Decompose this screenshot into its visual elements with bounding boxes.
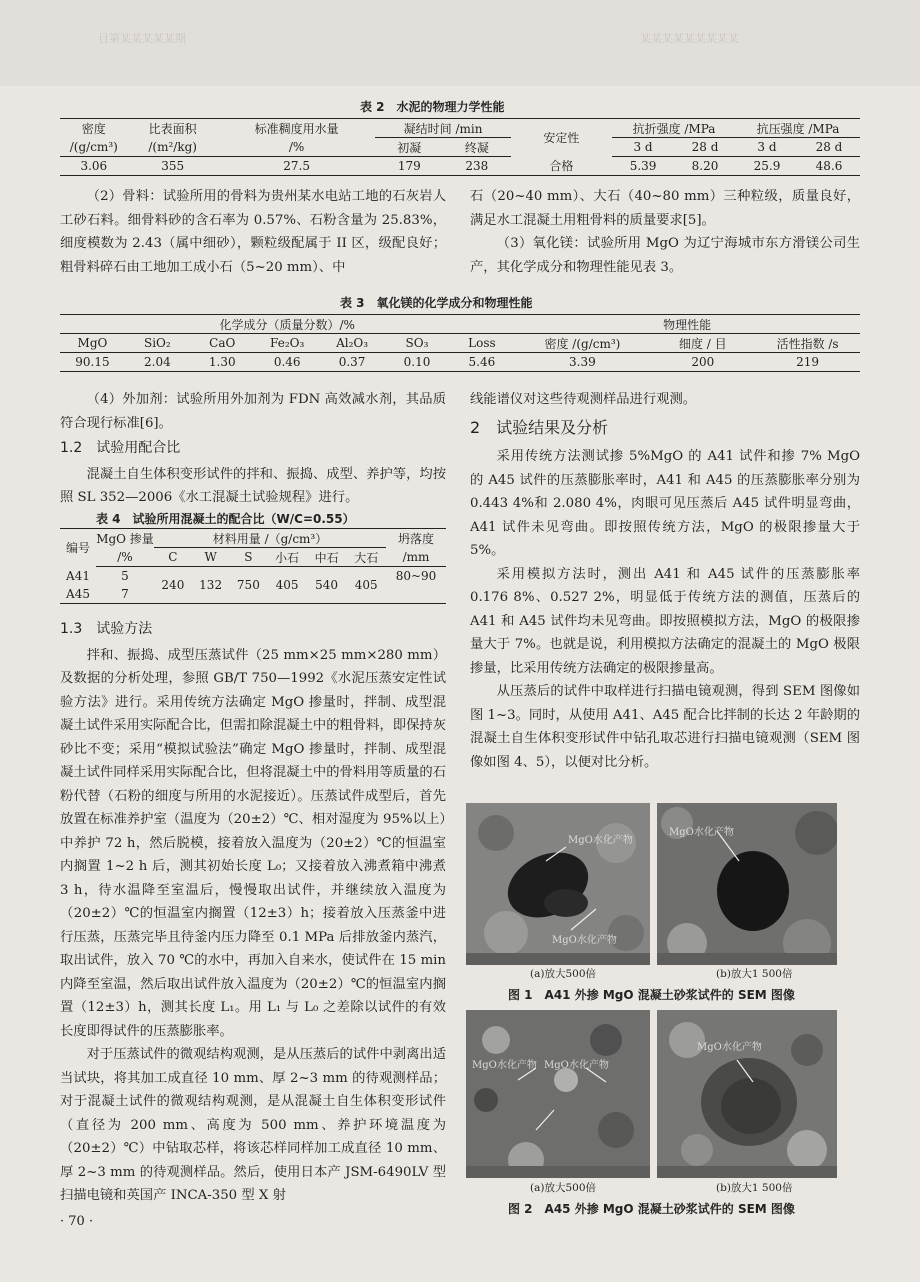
t3-col: 活性指数 /s	[755, 334, 860, 353]
section-1-3-heading: 1.3 试验方法	[60, 621, 153, 637]
t4-mat-col: 中石	[307, 548, 347, 567]
header-band	[0, 0, 920, 86]
paragraph: （4）外加剂：试验所用外加剂为 FDN 高效减水剂，其品质符合现行标准[6]。	[60, 392, 446, 431]
table-cell: 27.5	[283, 159, 310, 173]
paragraph: 采用模拟方法时，测出 A41 和 A45 试件的压蒸膨胀率 0.176 8%、0.527 2%，明显低于传统方法的测值，压蒸后的 A41 和 A45 试件均未见弯曲。即按照模拟方法，MgO 的极限掺量大于 7%。也就是说，利用模拟方法确定的混凝土的 MgO 极限掺量，比采用传统方法确定的极限掺量高。	[470, 566, 860, 676]
t4-h-id: 编号	[65, 541, 90, 556]
t3-col: SO₃	[385, 334, 450, 353]
left-text-3	[60, 616, 446, 1208]
table-cell: 5.46	[468, 355, 496, 369]
t2-h-initial: 初凝	[375, 138, 443, 157]
t2-h-final: 终凝	[443, 138, 511, 157]
sem-label: MgO水化产物	[568, 835, 633, 846]
fig2-subcaption-a: (a)放大500倍	[530, 1182, 596, 1194]
sem-image-a41-500x	[466, 803, 650, 965]
t4-h-mgo-unit: /%	[96, 548, 154, 567]
t4-mat-col: W	[192, 548, 230, 567]
table-cell: 0.46	[273, 355, 301, 369]
paragraph: 采用传统方法测试掺 5%MgO 的 A41 试件和掺 7% MgO 的 A45 试件的压蒸膨胀率时，A41 和 A45 的压蒸膨胀率分别为 0.443 4%和 2.080 4%，肉眼可见压蒸后 A45 试件明显弯曲，A41 试件未见弯曲。即按照传统方法，MgO 的极限掺量大于 5%。	[470, 449, 860, 558]
t4-h-slump: 坍落度	[397, 531, 434, 546]
sem-image-a45-1500x	[657, 1010, 837, 1178]
right-text-1	[470, 185, 860, 279]
paragraph: 线能谱仪对这些待观测样品进行观测。	[470, 392, 697, 407]
sem-label: MgO水化产物	[472, 1060, 537, 1071]
fig2-subcaption-b: (b)放大1 500倍	[716, 1182, 793, 1194]
table-cell: 750	[236, 578, 260, 592]
running-header-right: 某某某某某某某某某	[640, 32, 739, 45]
t2-h-comp-3d: 3 d	[736, 138, 798, 157]
t3-col: 密度 /(g/cm³)	[514, 334, 650, 353]
table-cell: A41	[66, 568, 90, 583]
sem-label: MgO水化产物	[552, 935, 617, 946]
t4-mat-col: C	[154, 548, 192, 567]
left-text-2	[60, 388, 446, 510]
t2-h-water: 标准稠度用水量	[254, 121, 339, 136]
table-cell: 240	[161, 578, 185, 592]
table-cell: 200	[691, 355, 715, 369]
t3-col: SiO₂	[125, 334, 190, 353]
table-cell: 3.06	[80, 159, 108, 173]
t2-h-surface: 比表面积	[148, 121, 197, 136]
table-cell	[386, 585, 446, 604]
table-cell: 7	[121, 587, 129, 601]
t3-col: MgO	[60, 334, 125, 353]
table-cell: 90.15	[75, 355, 110, 369]
table-cell: 8.20	[691, 159, 719, 173]
table-cell: 132	[199, 578, 223, 592]
t2-h-soundness: 安定性	[543, 131, 580, 146]
t4-mat-col: 小石	[267, 548, 307, 567]
fig1-caption: 图 1 A41 外掺 MgO 混凝土砂浆试件的 SEM 图像	[508, 988, 795, 1002]
t4-mat-col: 大石	[346, 548, 386, 567]
t3-col: 细度 / 目	[650, 334, 755, 353]
t4-mat-col: S	[230, 548, 268, 567]
table-cell: 0.37	[338, 355, 366, 369]
fig1-subcaption-b: (b)放大1 500倍	[716, 968, 793, 980]
sem-label: MgO水化产物	[544, 1060, 609, 1071]
t4-h-mgo: MgO 掺量	[96, 531, 154, 546]
table-cell: 179	[397, 159, 421, 173]
t2-h-comp: 抗压强度 /MPa	[736, 119, 860, 138]
t3-col: Loss	[449, 334, 514, 353]
section-2-heading: 2 试验结果及分析	[470, 417, 609, 437]
fig2-caption: 图 2 A45 外掺 MgO 混凝土砂浆试件的 SEM 图像	[508, 1202, 795, 1216]
fig1-subcaption-a: (a)放大500倍	[530, 968, 596, 980]
t2-h-surface-unit: /(m²/kg)	[128, 138, 218, 157]
table2	[60, 118, 860, 176]
table-cell: 405	[354, 578, 378, 592]
sem-label: MgO水化产物	[697, 1042, 762, 1053]
t3-col: CaO	[190, 334, 255, 353]
sem-image-a41-1500x	[657, 803, 837, 965]
t2-h-flex: 抗折强度 /MPa	[612, 119, 736, 138]
sem-image-a45-500x	[466, 1010, 650, 1178]
running-header-left: 目第某某某某某期	[98, 32, 186, 45]
table3	[60, 314, 860, 372]
t2-h-flex-3d: 3 d	[612, 138, 674, 157]
table-cell: 405	[275, 578, 299, 592]
t4-h-slump-unit: /mm	[386, 548, 446, 567]
table-cell: 2.04	[144, 355, 171, 369]
table-cell: 355	[161, 159, 185, 173]
table3-caption: 表 3 氧化镁的化学成分和物理性能	[340, 296, 533, 310]
table-cell: 3.39	[569, 355, 596, 369]
paragraph: 石（20~40 mm）、大石（40~80 mm）三种粒级，质量良好，满足水工混凝土用粗骨料的质量要求[5]。	[470, 189, 860, 228]
left-text-1	[60, 185, 446, 279]
t2-h-density-unit: /(g/cm³)	[60, 138, 128, 157]
t3-h-phys: 物理性能	[514, 315, 860, 334]
paragraph: 对于压蒸试件的微观结构观测，是从压蒸后的试件中剥离出适当试块，将其加工成直径 10 mm、厚 2~3 mm 的待观测样品；对于混凝土试件的微观结构观测，是从混凝土自生体积变形试件（直径为 200 mm、高度为 500 mm、养护环境温度为（20±2）℃）中钻取芯样，将该芯样同样加工成直径 10 mm、厚 2~3 mm 的待观测样品。然后，使用日本产 JSM-6490LV 型扫描电镜和英国产 INCA-350 型 X 射	[60, 1047, 446, 1203]
table-cell: 5.39	[629, 159, 657, 173]
sem-texture	[466, 1010, 650, 1178]
table-cell: 0.10	[403, 355, 431, 369]
sem-label: MgO水化产物	[669, 827, 734, 838]
t2-h-water-unit: /%	[218, 138, 376, 157]
table-cell: 25.9	[753, 159, 781, 173]
paragraph: （3）氧化镁：试验所用 MgO 为辽宁海城市东方滑镁公司生产，其化学成分和物理性能见表 3。	[470, 236, 860, 275]
t2-h-comp-28d: 28 d	[798, 138, 860, 157]
paragraph: 从压蒸后的试件中取样进行扫描电镜观测，得到 SEM 图像如图 1~3。同时，从使用 A41、A45 配合比拌制的长达 2 年龄期的混凝土自生体积变形试件中钻孔取芯进行扫描电镜观测（SEM 图像如图 4、5），以便对比分析。	[470, 684, 860, 770]
table-cell: 540	[315, 578, 339, 592]
table4	[60, 528, 446, 604]
paragraph: （2）骨料：试验所用的骨料为贵州某水电站工地的石灰岩人工砂石料。细骨料砂的含石率为 0.57%、石粉含量为 25.83%，细度模数为 2.43（属中细砂），颗粒级配属于 II 区，级配良好；粗骨料碎石由工地加工成小石（5~20 mm）、中	[60, 189, 446, 275]
t2-h-flex-28d: 28 d	[674, 138, 736, 157]
t4-h-mat: 材料用量 /（g/cm³）	[154, 529, 386, 548]
table2-caption: 表 2 水泥的物理力学性能	[360, 100, 505, 114]
section-1-2-heading: 1.2 试验用配合比	[60, 440, 181, 456]
table-cell: 48.6	[815, 159, 843, 173]
table4-caption: 表 4 试验所用混凝土的配合比（W/C=0.55）	[96, 512, 355, 526]
table2-row	[60, 157, 860, 176]
table-cell: 238	[465, 159, 489, 173]
table-cell: 219	[796, 355, 820, 369]
paragraph: 拌和、振捣、成型压蒸试件（25 mm×25 mm×280 mm）及数据的分析处理，参照 GB/T 750—1992《水泥压蒸安定性试验方法》进行。采用传统方法确定 MgO 掺量时，拌制、成型混凝土试件采用实际配合比，但需扣除混凝土中的粗骨料，即保持灰砂比不变；采用“模拟试验法”确定 MgO 掺量时，拌制、成型混凝土试件同样采用实际配合比，但将混凝土中的骨料用等质量的石粉代替（石粉的细度与所用的水泥接近）。压蒸试件成型后，首先放置在标准养护室（温度为（20±2）℃、相对湿度为 95%以上）中养护 72 h，然后脱模，接着放入温度为（20±2）℃的恒温室内搁置 1~2 h 后，测其初始长度 L₀；又接着放入沸煮箱中沸煮 3 h，待水温降至室温后，慢慢取出试件，并继续放入温度为（20±2）℃的恒温室内搁置（12±3）h；接着放入压蒸釜中进行压蒸，压蒸完毕且待釜内压力降至 0.1 MPa 后排放釜内蒸汽，取出试件，放入 70 ℃的水中，再加入自来水，使试件在 15 min 内降至室温，然后取出试件放入温度为（20±2）℃的恒温室内搁置（12±3）h，测其长度 L₁。用 L₁ 与 L₀ 之差除以试件的有效长度即得试件的压蒸膨胀率。	[60, 647, 446, 1039]
table3-row	[60, 353, 860, 372]
table4-row	[60, 567, 446, 586]
table-cell: 合格	[549, 159, 574, 174]
table-cell: 80~90	[395, 569, 437, 583]
paragraph: 混凝土自生体积变形试件的拌和、振捣、成型、养护等，均按照 SL 352—2006《水工混凝土试验规程》进行。	[60, 466, 446, 505]
table-cell: 5	[121, 569, 129, 583]
t2-h-density: 密度	[81, 121, 106, 136]
t3-h-chem: 化学成分（质量分数）/%	[60, 315, 514, 334]
table-cell: 1.30	[208, 355, 236, 369]
sem-texture	[657, 1010, 837, 1178]
t3-col: Al₂O₃	[320, 334, 385, 353]
table-cell: A45	[66, 587, 90, 601]
right-text-2	[470, 388, 860, 774]
t2-h-setting: 凝结时间 /min	[375, 119, 510, 138]
page-number: · 70 ·	[60, 1214, 94, 1229]
t3-col: Fe₂O₃	[255, 334, 320, 353]
